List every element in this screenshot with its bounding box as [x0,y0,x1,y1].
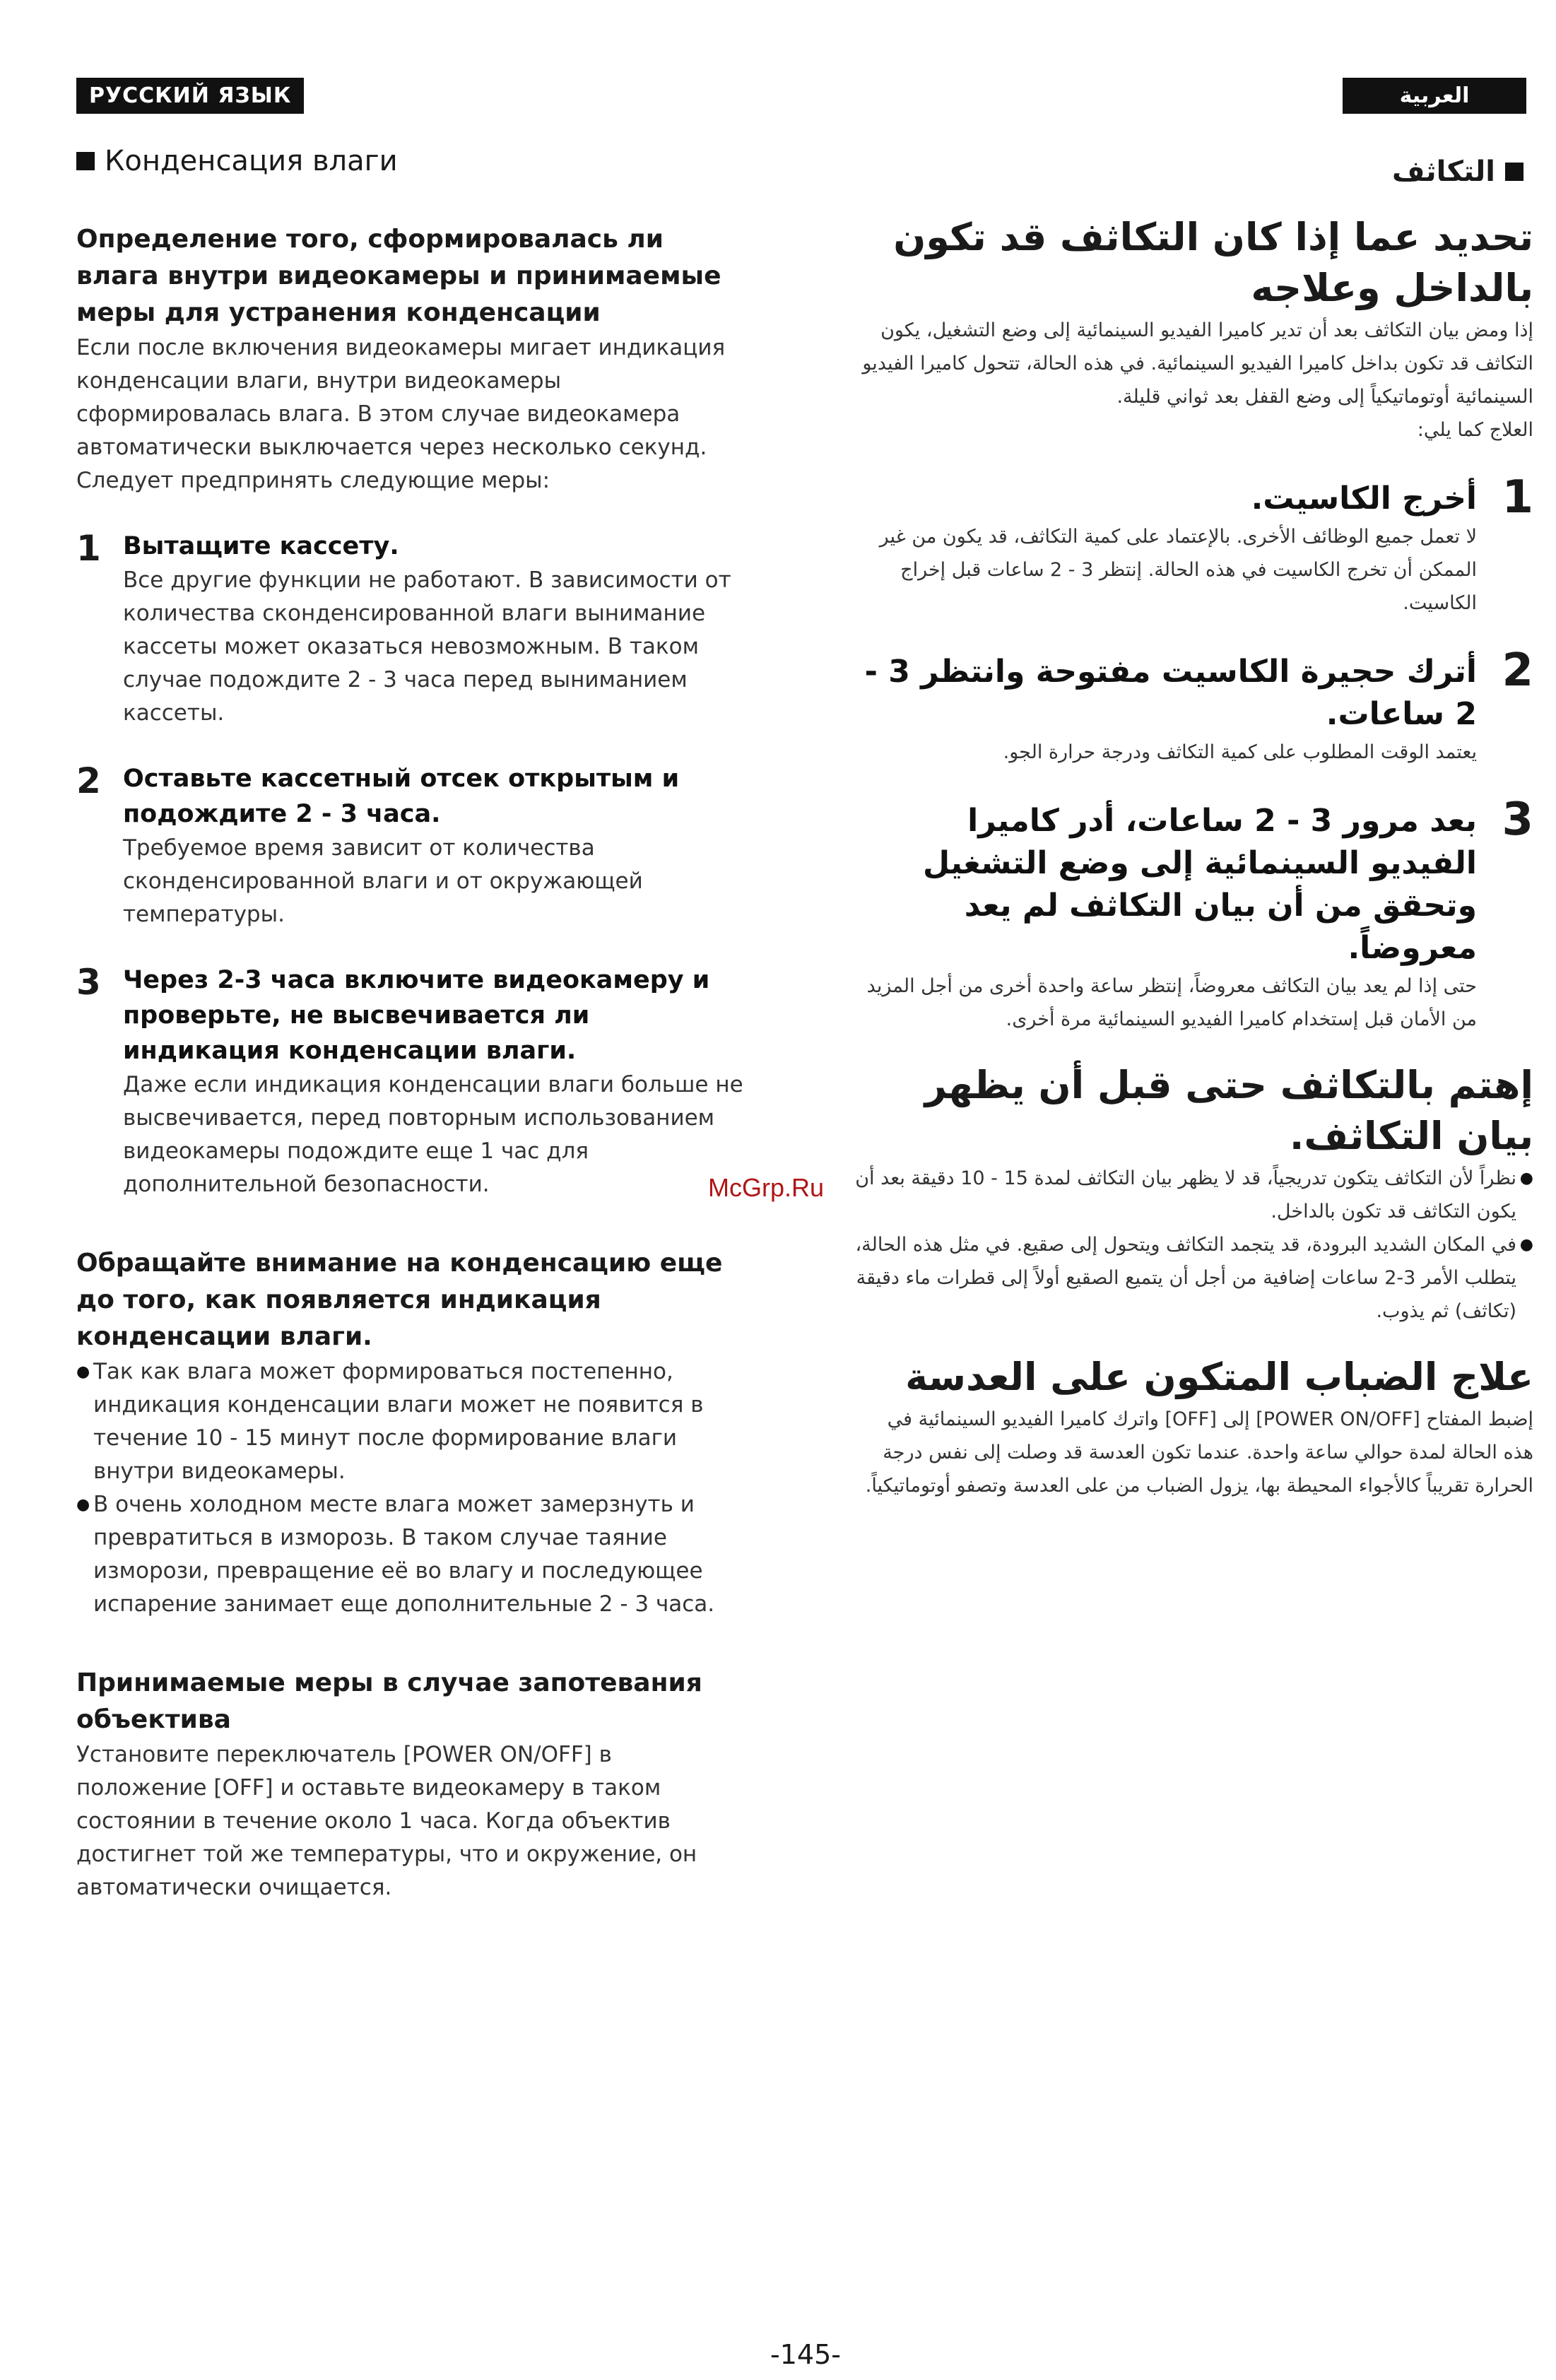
step-1 [76,529,748,730]
section-heading [855,155,1533,188]
page-number: -145- [770,2339,841,2370]
step-1 [855,471,1533,620]
list-item: ● في المكان الشديد البرودة، قد يتجمد التكاثف ويتحول إلى صقيع. في مثل هذه الحالة، يتطلب الأمر 3-2 ساعات إضافية من أجل أن يتميع الصقيع أولاً إلى قطرات ماء دقيقة (تكاثف) ثم يذوب. [855,1228,1533,1328]
step-title: Вытащите кассету. [123,532,399,560]
step-2 [76,761,748,931]
subsection-title-detection: Определение того, сформировалась ли влага внутри видеокамеры и принимаемые меры для устранения конденсации [76,225,721,327]
square-bullet-icon [76,152,95,170]
language-tab-russian: РУССКИЙ ЯЗЫК [76,78,304,114]
subsection-title-lens: علاج الضباب المتكون على العدسة [905,1355,1533,1399]
section-title: Конденсация влаги [105,145,398,177]
step-number: 2 [76,760,101,801]
arabic-column [855,78,1533,1502]
section-title: التكاثف [1392,155,1495,188]
square-bullet-icon [1505,163,1523,181]
step-text: لا تعمل جميع الوظائف الأخرى. بالإعتماد على كمية التكاثف، قد يكون من غير الممكن أن تخرج الكاسيت في هذه الحالة. إنتظر 3 - 2 ساعات قبل إخراج الكاسيت. [879,526,1477,614]
step-3 [76,962,748,1201]
subsection-text-detection: إذا ومض بيان التكاثف بعد أن تدير كاميرا الفيديو السينمائية إلى وضع التشغيل، يكون التكاثف قد تكون بداخل كاميرا الفيديو السينمائية. في هذه الحالة، تتحول كاميرا الفيديو السينمائية أوتوماتيكياً إلى وضع القفل بعد ثواني قليلة. [862,319,1533,408]
language-tab-arabic: العربية [1343,78,1526,114]
step-number: 3 [76,962,101,1003]
step-number: 2 [1502,644,1533,697]
step-title: Через 2-3 часа включите видеокамеру и проверьте, не высвечивается ли индикация конденсации влаги. [123,966,710,1065]
subsection-title-detection: تحديد عما إذا كان التكاثف قد تكون بالداخل وعلاجه [893,215,1533,310]
subsection-title-lens: Принимаемые меры в случае запотевания объектива [76,1668,702,1734]
subsection-text-remedy: العلاج كما يلي: [1417,419,1533,441]
subsection-title-prevention: Обращайте внимание на конденсацию еще до того, как появляется индикация конденсации влаги. [76,1249,723,1351]
bullet-list [76,1355,748,1621]
step-title: بعد مرور 3 - 2 ساعات، أدر كاميرا الفيديو السينمائية إلى وضع التشغيل وتحقق من أن بيان التكاثف لم يعد معروضاً. [923,803,1477,966]
step-text: Требуемое время зависит от количества сконденсированной влаги и от окружающей температуры. [123,835,643,927]
subsection-text-detection: Если после включения видеокамеры мигает индикация конденсации влаги, внутри видеокамеры сформировалась влага. В этом случае видеокамера автоматически выключается через несколько секунд. Следует предпринять следующие меры: [76,335,726,493]
step-title: أترك حجيرة الكاسيت مفتوحة وانتظر 3 - 2 ساعات. [864,654,1477,732]
list-item: ● نظراً لأن التكاثف يتكون تدريجياً، قد لا يظهر بيان التكاثف لمدة 15 - 10 دقيقة بعد أن يكون التكاثف قد تكون بالداخل. [855,1162,1533,1228]
watermark: McGrp.Ru [708,1173,825,1202]
bullet-list [855,1162,1533,1328]
list-item: ● В очень холодном месте влага может замерзнуть и превратиться в изморозь. В таком случае таяние изморози, превращение её во влагу и последующее испарение занимает еще дополнительные 2 - 3 часа. [76,1488,748,1621]
step-text: Все другие функции не работают. В зависимости от количества сконденсированной влаги вынимание кассеты может оказаться невозможным. В таком случае подождите 2 - 3 часа перед выниманием кассеты. [123,567,731,726]
russian-column [76,78,748,1904]
step-title: أخرج الكاسيت. [1251,481,1477,517]
step-2 [855,644,1533,769]
step-text: يعتمد الوقت المطلوب على كمية التكاثف ودرجة حرارة الجو. [1003,741,1477,763]
section-heading [76,145,748,177]
step-number: 3 [1502,794,1533,846]
list-item: ● Так как влага может формироваться постепенно, индикация конденсации влаги может не появится в течение 10 - 15 минут после формирование влаги внутри видеокамеры. [76,1355,748,1488]
subsection-title-prevention: إهتم بالتكاثف حتى قبل أن يظهر بيان التكاثف. [924,1063,1533,1158]
step-text: Даже если индикация конденсации влаги больше не высвечивается, перед повторным использованием видеокамеры подождите еще 1 час для дополнительной безопасности. [123,1072,743,1197]
step-text: حتى إذا لم يعد بيان التكاثف معروضاً، إنتظر ساعة واحدة أخرى من أجل المزيد من الأمان قبل إستخدام كاميرا الفيديو السينمائية مرة أخرى. [866,975,1477,1030]
step-title: Оставьте кассетный отсек открытым и подождите 2 - 3 часа. [123,765,680,828]
step-number: 1 [1502,471,1533,524]
step-3 [855,794,1533,1036]
subsection-text-lens: إضبط المفتاح [POWER ON/OFF] إلى [OFF] واترك كاميرا الفيديو السينمائية في هذه الحالة لمدة حوالي ساعة واحدة. عندما تكون العدسة قد وصلت إلى نفس درجة الحرارة تقريباً كالأجواء المحيطة بها، يزول الضباب من على العدسة وتصفو أوتوماتيكياً. [865,1408,1533,1497]
step-number: 1 [76,528,101,569]
subsection-text-lens: Установите переключатель [POWER ON/OFF] в положение [OFF] и оставьте видеокамеру в таком состоянии в течение около 1 часа. Когда объектив достигнет той же температуры, что и окружение, он автоматически очищается. [76,1742,697,1900]
